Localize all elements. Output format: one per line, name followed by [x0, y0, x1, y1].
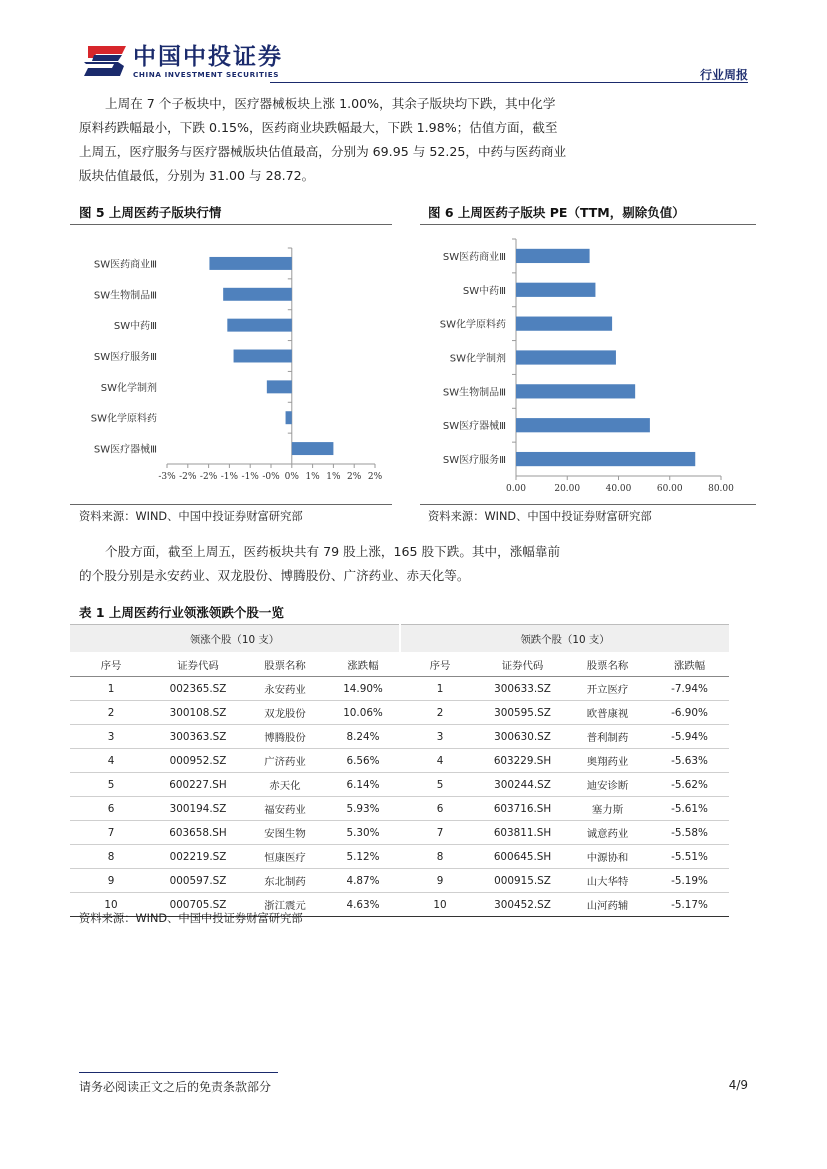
table-cell: 8 [70, 845, 152, 869]
column-header: 序号 [400, 652, 480, 677]
bar [234, 350, 292, 363]
table-cell: 7 [400, 821, 480, 845]
category-label: SW化学制剂 [449, 353, 506, 365]
table-cell: 山大华特 [565, 869, 650, 893]
table-cell: 广济药业 [244, 749, 326, 773]
table-cell: 300244.SZ [480, 773, 565, 797]
table-row [70, 821, 729, 845]
column-header: 序号 [70, 652, 152, 677]
table-cell: -5.62% [650, 773, 729, 797]
bar [286, 411, 292, 424]
table-cell: 山河药辅 [565, 893, 650, 917]
table-cell: 5.93% [326, 797, 400, 821]
category-label: SW生物制品Ⅲ [442, 387, 506, 399]
figure5-source: 资料来源：WIND、中国中投证券财富研究部 [79, 510, 303, 523]
table-cell: 300108.SZ [152, 701, 244, 725]
table-cell: 10.06% [326, 701, 400, 725]
table-cell: 5.30% [326, 821, 400, 845]
table-cell: 2 [70, 701, 152, 725]
table-cell: 300633.SZ [480, 677, 565, 701]
table-cell: 000915.SZ [480, 869, 565, 893]
report-type-label: 行业周报 [699, 68, 748, 82]
figure6-title-rule [420, 224, 756, 225]
tick-label: 2% [367, 472, 383, 482]
category-label: SW医药商业Ⅲ [442, 251, 506, 263]
table-cell: -5.19% [650, 869, 729, 893]
table-cell: 603229.SH [480, 749, 565, 773]
column-header: 涨跌幅 [650, 652, 729, 677]
bar [516, 384, 635, 398]
category-label: SW医疗服务Ⅲ [93, 352, 157, 363]
tick-label: -0% [262, 472, 280, 482]
table-cell: 8.24% [326, 725, 400, 749]
tick-label: -2% [199, 472, 218, 482]
table-cell: 欧普康视 [565, 701, 650, 725]
table-row [70, 845, 729, 869]
table-cell: 300194.SZ [152, 797, 244, 821]
table-cell: 4 [400, 749, 480, 773]
tick-label: -3% [158, 472, 176, 482]
bar [516, 317, 612, 331]
table-row [70, 677, 729, 701]
brand-name-cn: 中国中投证券 [133, 44, 283, 70]
table-cell: 4.63% [326, 893, 400, 917]
table-cell: 4 [70, 749, 152, 773]
table-cell: 10 [400, 893, 480, 917]
bar [267, 380, 292, 393]
figure6-title: 图 6 上周医药子版块 PE（TTM，剔除负值） [428, 205, 685, 220]
paragraph-line: 个股方面，截至上周五，医药板块共有 79 股上涨，165 股下跌。其中，涨幅靠前 [105, 544, 561, 559]
bar [292, 442, 334, 455]
category-label: SW医疗器械Ⅲ [93, 444, 157, 456]
figure5-chart [70, 226, 392, 506]
table-cell: 9 [70, 869, 152, 893]
table-cell: 奥翔药业 [565, 749, 650, 773]
table-cell: 普利制药 [565, 725, 650, 749]
figure5-bottom-rule [70, 504, 392, 505]
table-cell: 1 [400, 677, 480, 701]
paragraph-line: 上周在 7 个子板块中，医疗器械板块上涨 1.00%，其余子版块均下跌，其中化学 [105, 96, 556, 111]
tick-label: -1% [220, 472, 239, 482]
bar [223, 288, 292, 301]
brand-name-en: CHINA INVESTMENT SECURITIES [133, 70, 280, 79]
table-row [70, 701, 729, 725]
table-cell: 3 [400, 725, 480, 749]
table-cell: 002219.SZ [152, 845, 244, 869]
figure6-bottom-rule [420, 504, 756, 505]
page-number: 4/9 [728, 1078, 748, 1092]
table-cell: 中源协和 [565, 845, 650, 869]
category-label: SW化学制剂 [100, 382, 157, 394]
tick-label: 20.00 [554, 484, 581, 494]
category-label: SW医疗服务Ⅲ [442, 455, 506, 467]
bar [516, 452, 695, 466]
table-cell: -5.17% [650, 893, 729, 917]
table-cell: -5.63% [650, 749, 729, 773]
losers-group-header: 领跌个股（10 支） [400, 625, 729, 653]
table-cell: 恒康医疗 [244, 845, 326, 869]
column-header: 股票名称 [244, 652, 326, 677]
table-cell: 4.87% [326, 869, 400, 893]
paragraph-line: 上周五，医疗服务与医疗器械版块估值最高，分别为 69.95 与 52.25，中药与医药商业 [79, 144, 567, 159]
table-cell: 浙江震元 [244, 893, 326, 917]
table-cell: 600645.SH [480, 845, 565, 869]
table-cell: 300363.SZ [152, 725, 244, 749]
table1-title: 表 1 上周医药行业领涨领跌个股一览 [79, 605, 284, 620]
column-header: 证券代码 [480, 652, 565, 677]
table-cell: 5.12% [326, 845, 400, 869]
table-body [70, 677, 729, 917]
table-cell: 诚意药业 [565, 821, 650, 845]
figure5-title-rule [70, 224, 392, 225]
table-cell: -5.51% [650, 845, 729, 869]
stocks-paragraph [79, 540, 560, 588]
tick-label: 1% [326, 472, 341, 482]
bar [516, 249, 590, 263]
table-cell: 福安药业 [244, 797, 326, 821]
table-cell: 7 [70, 821, 152, 845]
tick-label: 80.00 [708, 484, 734, 494]
table-cell: 000952.SZ [152, 749, 244, 773]
table-cell: 600227.SH [152, 773, 244, 797]
table-cell: 6 [400, 797, 480, 821]
table-cell: 603658.SH [152, 821, 244, 845]
figure6-chart [420, 226, 756, 506]
table-cell: 东北制药 [244, 869, 326, 893]
table-row [70, 797, 729, 821]
tick-label: 2% [347, 472, 362, 482]
tick-label: 40.00 [605, 484, 632, 494]
bar [209, 257, 291, 270]
category-label: SW化学原料药 [439, 319, 506, 331]
tick-label: 0% [284, 472, 299, 482]
table-cell: -5.94% [650, 725, 729, 749]
column-header: 股票名称 [565, 652, 650, 677]
tick-label: -2% [179, 472, 197, 482]
table-cell: 6.56% [326, 749, 400, 773]
table-cell: 塞力斯 [565, 797, 650, 821]
tick-label: -1% [241, 472, 259, 482]
tick-label: 0.00 [505, 484, 527, 494]
table-cell: 9 [400, 869, 480, 893]
table-cell: 博腾股份 [244, 725, 326, 749]
top-movers-table [70, 624, 729, 917]
table-cell: 安图生物 [244, 821, 326, 845]
table-cell: 迪安诊断 [565, 773, 650, 797]
disclaimer-note: 请务必阅读正文之后的免责条款部分 [79, 1080, 272, 1094]
table-cell: 1 [70, 677, 152, 701]
table-cell: 2 [400, 701, 480, 725]
table-cell: 10 [70, 893, 152, 917]
table-cell: -7.94% [650, 677, 729, 701]
table-cell: 5 [400, 773, 480, 797]
footer-divider [79, 1072, 278, 1073]
table-cell: 双龙股份 [244, 701, 326, 725]
bar [227, 319, 291, 332]
table-cell: 赤天化 [244, 773, 326, 797]
tick-label: 60.00 [656, 484, 683, 494]
table-cell: 002365.SZ [152, 677, 244, 701]
table-cell: 5 [70, 773, 152, 797]
paragraph-line: 的个股分别是永安药业、双龙股份、博腾股份、广济药业、赤天化等。 [79, 568, 470, 583]
header-divider [270, 82, 748, 83]
table-cell: 14.90% [326, 677, 400, 701]
figure6-source: 资料来源：WIND、中国中投证券财富研究部 [428, 510, 652, 523]
table-cell: 603716.SH [480, 797, 565, 821]
table-row [70, 773, 729, 797]
table-cell: 300595.SZ [480, 701, 565, 725]
table-cell: 000597.SZ [152, 869, 244, 893]
table1-source: 资料来源：WIND、中国中投证券财富研究部 [79, 912, 303, 925]
table-cell: 603811.SH [480, 821, 565, 845]
table-cell: 300630.SZ [480, 725, 565, 749]
table-cell: 000705.SZ [152, 893, 244, 917]
category-label: SW生物制品Ⅲ [93, 290, 157, 302]
table-cell: -5.61% [650, 797, 729, 821]
paragraph-line: 原料药跌幅最小，下跌 0.15%，医药商业块跌幅最大，下跌 1.98%；估值方面，截至 [79, 120, 558, 135]
bar [516, 283, 595, 297]
bar [516, 350, 616, 364]
table-cell: -5.58% [650, 821, 729, 845]
table-cell: -6.90% [650, 701, 729, 725]
category-label: SW化学原料药 [90, 413, 157, 425]
category-label: SW医疗器械Ⅲ [442, 421, 506, 433]
table-cell: 6.14% [326, 773, 400, 797]
figure5-title: 图 5 上周医药子版块行情 [79, 205, 222, 220]
table-row [70, 749, 729, 773]
category-label: SW中药Ⅲ [462, 285, 506, 297]
table-row [70, 869, 729, 893]
column-header: 涨跌幅 [326, 652, 400, 677]
table-cell: 开立医疗 [565, 677, 650, 701]
table-cell: 6 [70, 797, 152, 821]
summary-paragraph [79, 92, 566, 188]
column-header: 证券代码 [152, 652, 244, 677]
table-cell: 300452.SZ [480, 893, 565, 917]
table-cell: 永安药业 [244, 677, 326, 701]
table-cell: 3 [70, 725, 152, 749]
table-row [70, 725, 729, 749]
category-label: SW医药商业Ⅲ [93, 259, 157, 271]
bar [516, 418, 650, 432]
table-cell: 8 [400, 845, 480, 869]
company-logo-icon [82, 44, 128, 78]
category-label: SW中药Ⅲ [113, 321, 157, 333]
tick-label: 1% [305, 472, 320, 482]
paragraph-line: 版块估值最低，分别为 31.00 与 28.72。 [79, 168, 315, 183]
gainers-group-header: 领涨个股（10 支） [70, 625, 400, 653]
